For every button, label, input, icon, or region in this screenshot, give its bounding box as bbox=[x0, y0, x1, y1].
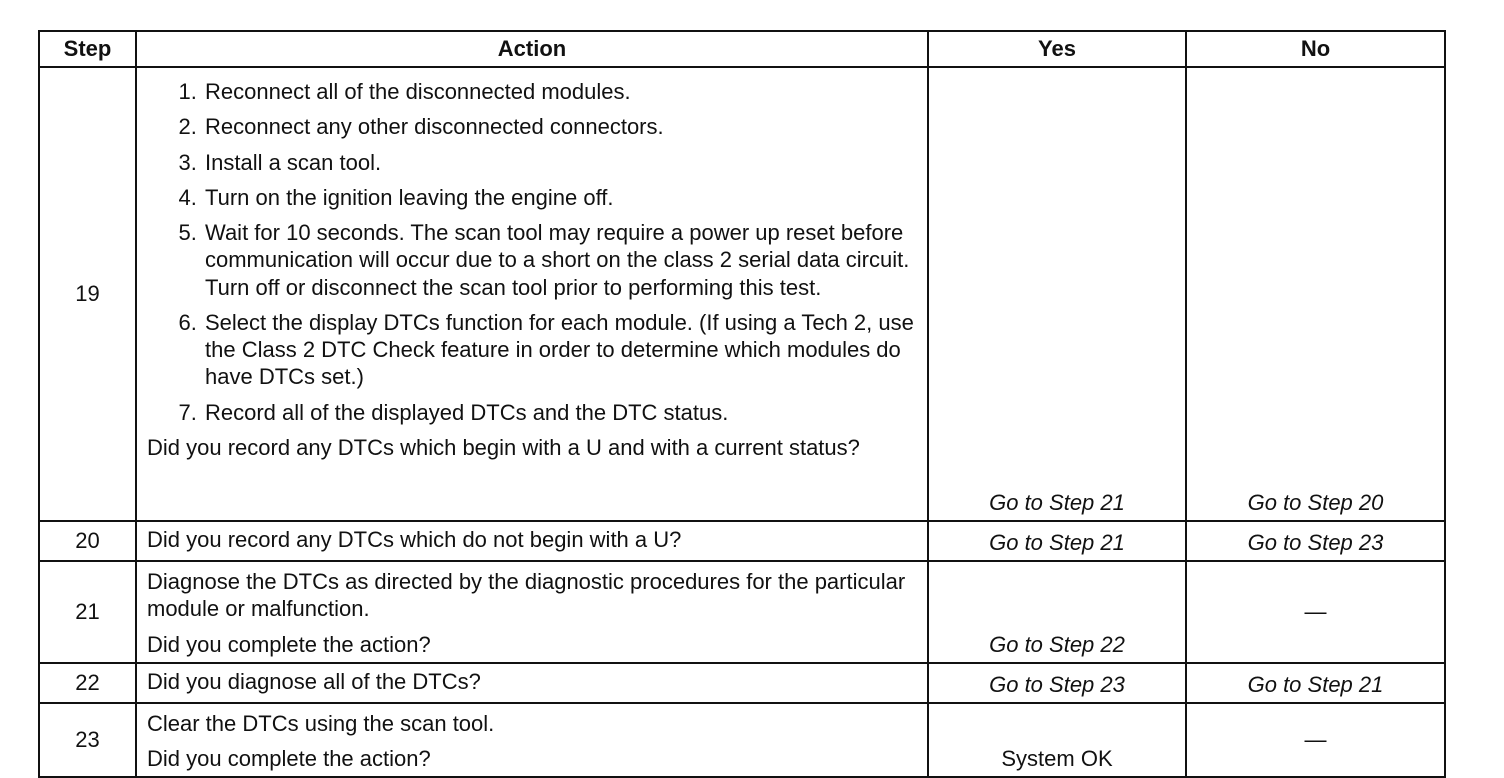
question-text: Did you complete the action? bbox=[147, 746, 431, 772]
no-cell bbox=[1186, 561, 1445, 663]
table-row-step-22 bbox=[39, 663, 1445, 703]
no-result: Go to Step 20 bbox=[1247, 489, 1384, 515]
procedure-list bbox=[147, 78, 917, 426]
step-number: 20 bbox=[39, 521, 136, 561]
procedure-item: 5. Wait for 10 seconds. The scan tool may require a power up reset before communication will occur due to a short on the class 2 serial data circuit. Turn off or disconnect the scan tool prior to performing this test. bbox=[203, 219, 917, 301]
yes-cell bbox=[928, 67, 1186, 521]
header-step: Step bbox=[39, 31, 136, 67]
action-cell bbox=[136, 561, 928, 663]
no-cell bbox=[1186, 67, 1445, 521]
table-row-step-20 bbox=[39, 521, 1445, 561]
procedure-item: 6. Select the display DTCs function for each module. (If using a Tech 2, use the Class 2 DTC Check feature in order to determine which modules do have DTCs set.) bbox=[203, 309, 917, 391]
no-result: Go to Step 23 bbox=[1247, 529, 1384, 555]
question-text: Did you diagnose all of the DTCs? bbox=[147, 668, 481, 694]
yes-result: System OK bbox=[1001, 746, 1113, 772]
diagnostic-table bbox=[38, 30, 1446, 778]
no-cell bbox=[1186, 521, 1445, 561]
yes-result: Go to Step 22 bbox=[989, 631, 1125, 657]
action-text: Clear the DTCs using the scan tool. bbox=[147, 710, 495, 736]
yes-cell bbox=[928, 521, 1186, 561]
yes-result: Go to Step 21 bbox=[989, 489, 1125, 515]
header-action: Action bbox=[136, 31, 928, 67]
procedure-item: 7. Record all of the displayed DTCs and the DTC status. bbox=[203, 399, 917, 426]
yes-cell bbox=[928, 703, 1186, 778]
header-yes: Yes bbox=[928, 31, 1186, 67]
header-row bbox=[39, 31, 1445, 67]
no-result-dash: — bbox=[1304, 599, 1327, 625]
action-cell bbox=[136, 521, 928, 561]
procedure-item: 4. Turn on the ignition leaving the engine off. bbox=[203, 184, 917, 211]
header-no: No bbox=[1186, 31, 1445, 67]
table-row-step-21 bbox=[39, 561, 1445, 663]
no-result-dash: — bbox=[1304, 727, 1327, 753]
step-number: 21 bbox=[39, 561, 136, 663]
procedure-item: 2. Reconnect any other disconnected connectors. bbox=[203, 113, 917, 140]
action-cell bbox=[136, 703, 928, 778]
question-text: Did you complete the action? bbox=[147, 631, 431, 657]
no-result: Go to Step 21 bbox=[1247, 671, 1384, 697]
yes-result: Go to Step 21 bbox=[989, 529, 1125, 555]
step-number: 23 bbox=[39, 703, 136, 778]
yes-cell bbox=[928, 561, 1186, 663]
question-text: Did you record any DTCs which do not begin with a U? bbox=[147, 527, 682, 552]
step-number: 19 bbox=[39, 67, 136, 521]
yes-cell bbox=[928, 663, 1186, 703]
table-row-step-19 bbox=[39, 67, 1445, 521]
action-cell bbox=[136, 663, 928, 703]
step-number: 22 bbox=[39, 663, 136, 703]
no-cell bbox=[1186, 703, 1445, 778]
yes-result: Go to Step 23 bbox=[989, 671, 1125, 697]
action-cell bbox=[136, 67, 928, 521]
table-row-step-23 bbox=[39, 703, 1445, 778]
procedure-item: 1. Reconnect all of the disconnected modules. bbox=[203, 78, 917, 105]
action-text: Diagnose the DTCs as directed by the diagnostic procedures for the particular module or malfunction. bbox=[147, 569, 906, 622]
no-cell bbox=[1186, 663, 1445, 703]
question-text: Did you record any DTCs which begin with a U and with a current status? bbox=[147, 434, 860, 460]
procedure-item: 3. Install a scan tool. bbox=[203, 149, 917, 176]
